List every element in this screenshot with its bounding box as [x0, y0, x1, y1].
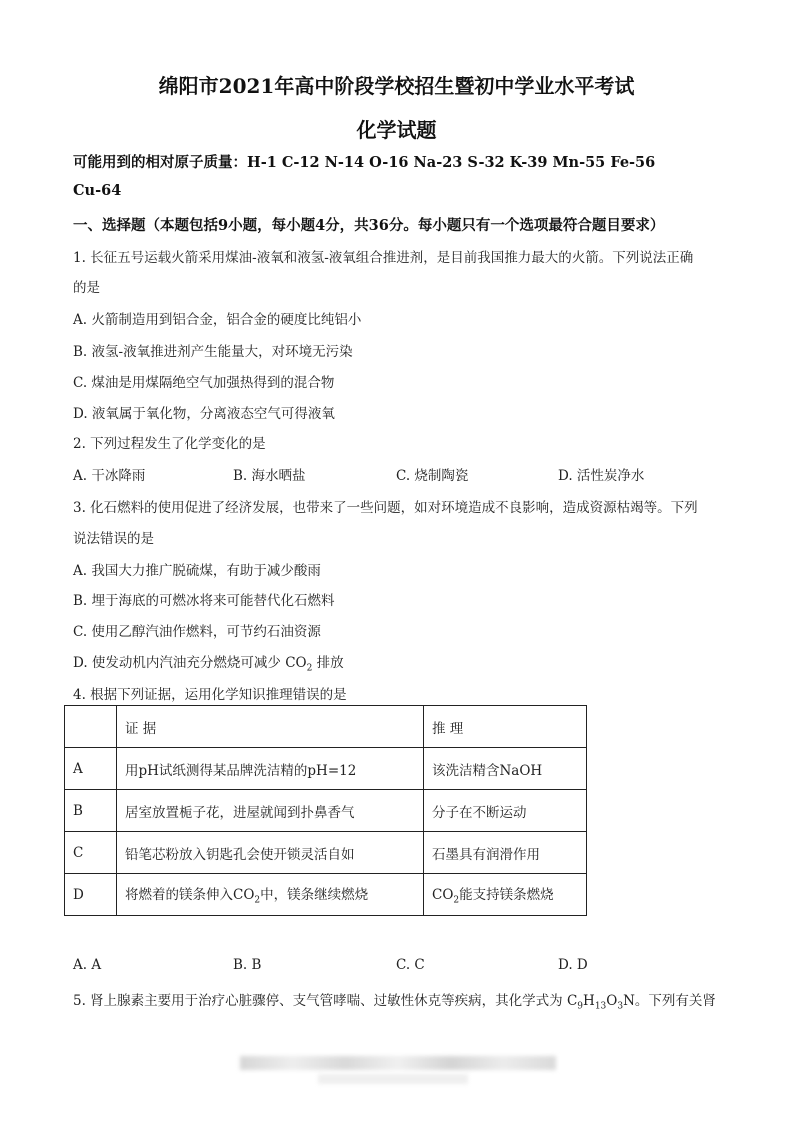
table-row [65, 790, 587, 832]
table-cell: 居室放置栀子花，进屋就闻到扑鼻香气 [117, 790, 424, 832]
q3-stem-line2: 说法错误的是 [73, 531, 154, 547]
exam-title: 绵阳市2021年高中阶段学校招生暨初中学业水平考试 [158, 74, 635, 98]
section-heading: 一、选择题（本题包括9小题，每小题4分，共36分。每小题只有一个选项最符合题目要求） [73, 217, 665, 234]
q4-option-b: B. B [233, 957, 262, 973]
q4-option-d: D. D [558, 957, 588, 973]
evidence-table [64, 705, 587, 916]
q3-option-d: D. 使发动机内汽油充分燃烧可减少 $CO_2$ 排放 [73, 655, 344, 674]
q1-option-a: A. 火箭制造用到铝合金，铝合金的硬度比纯铝小 [73, 312, 362, 328]
atomic-masses-line2: Cu-64 [73, 182, 122, 199]
table-row [65, 874, 587, 916]
table-cell: 分子在不断运动 [424, 790, 587, 832]
table-cell: A [65, 748, 117, 790]
table-cell: 用pH试纸测得某品牌洗洁精的pH=12 [117, 748, 424, 790]
table-cell: 铅笔芯粉放入钥匙孔会使开锁灵活自如 [117, 832, 424, 874]
q1-stem-line1: 1. 长征五号运载火箭采用煤油-液氧和液氢-液氧组合推进剂，是目前我国推力最大的火箭。下列说法正确 [73, 250, 694, 266]
table-header-evidence: 证 据 [117, 706, 424, 748]
q2-stem: 2. 下列过程发生了化学变化的是 [73, 436, 266, 452]
q4-option-a: A. A [73, 957, 102, 973]
table-header-inference: 推 理 [424, 706, 587, 748]
q2-option-d: D. 活性炭净水 [558, 468, 645, 484]
q5-stem: 5. 肾上腺素主要用于治疗心脏骤停、支气管哮喘、过敏性休克等疾病，其化学式为 $C_9H_{13}O_3N$。下列有关肾 [73, 993, 716, 1012]
table-cell: 石墨具有润滑作用 [424, 832, 587, 874]
q1-stem-line2: 的是 [73, 280, 100, 296]
table-cell: 该洗洁精含NaOH [424, 748, 587, 790]
q4-stem: 4. 根据下列证据，运用化学知识推理错误的是 [73, 687, 347, 703]
q3-option-c: C. 使用乙醇汽油作燃料，可节约石油资源 [73, 624, 321, 640]
blurred-footer-watermark-secondary [318, 1074, 468, 1084]
q2-option-a: A. 干冰降雨 [73, 468, 146, 484]
q3-option-b: B. 埋于海底的可燃冰将来可能替代化石燃料 [73, 593, 335, 609]
q2-option-c: C. 烧制陶瓷 [396, 468, 469, 484]
table-header-row [65, 706, 587, 748]
table-cell: 将燃着的镁条伸入$CO_2$中，镁条继续燃烧 [117, 874, 424, 916]
table-row [65, 832, 587, 874]
q4-option-c: C. C [396, 957, 425, 973]
q2-option-b: B. 海水晒盐 [233, 468, 306, 484]
q1-option-d: D. 液氧属于氧化物，分离液态空气可得液氧 [73, 406, 335, 422]
q1-option-c: C. 煤油是用煤隔绝空气加强热得到的混合物 [73, 375, 335, 391]
table-row [65, 748, 587, 790]
q3-option-a: A. 我国大力推广脱硫煤，有助于减少酸雨 [73, 563, 321, 579]
atomic-masses-line1: 可能用到的相对原子质量：H-1 C-12 N-14 O-16 Na-23 S-32 K-39 Mn-55 Fe-56 [73, 154, 656, 171]
table-cell: $CO_2$能支持镁条燃烧 [424, 874, 587, 916]
table-cell: C [65, 832, 117, 874]
q1-option-b: B. 液氢-液氧推进剂产生能量大，对环境无污染 [73, 344, 353, 360]
exam-subtitle: 化学试题 [356, 118, 437, 142]
table-cell: D [65, 874, 117, 916]
q3-stem-line1: 3. 化石燃料的使用促进了经济发展，也带来了一些问题，如对环境造成不良影响，造成资源枯竭等。下列 [73, 500, 698, 516]
table-cell: B [65, 790, 117, 832]
table-cell [65, 706, 117, 748]
blurred-footer-watermark [240, 1056, 556, 1070]
